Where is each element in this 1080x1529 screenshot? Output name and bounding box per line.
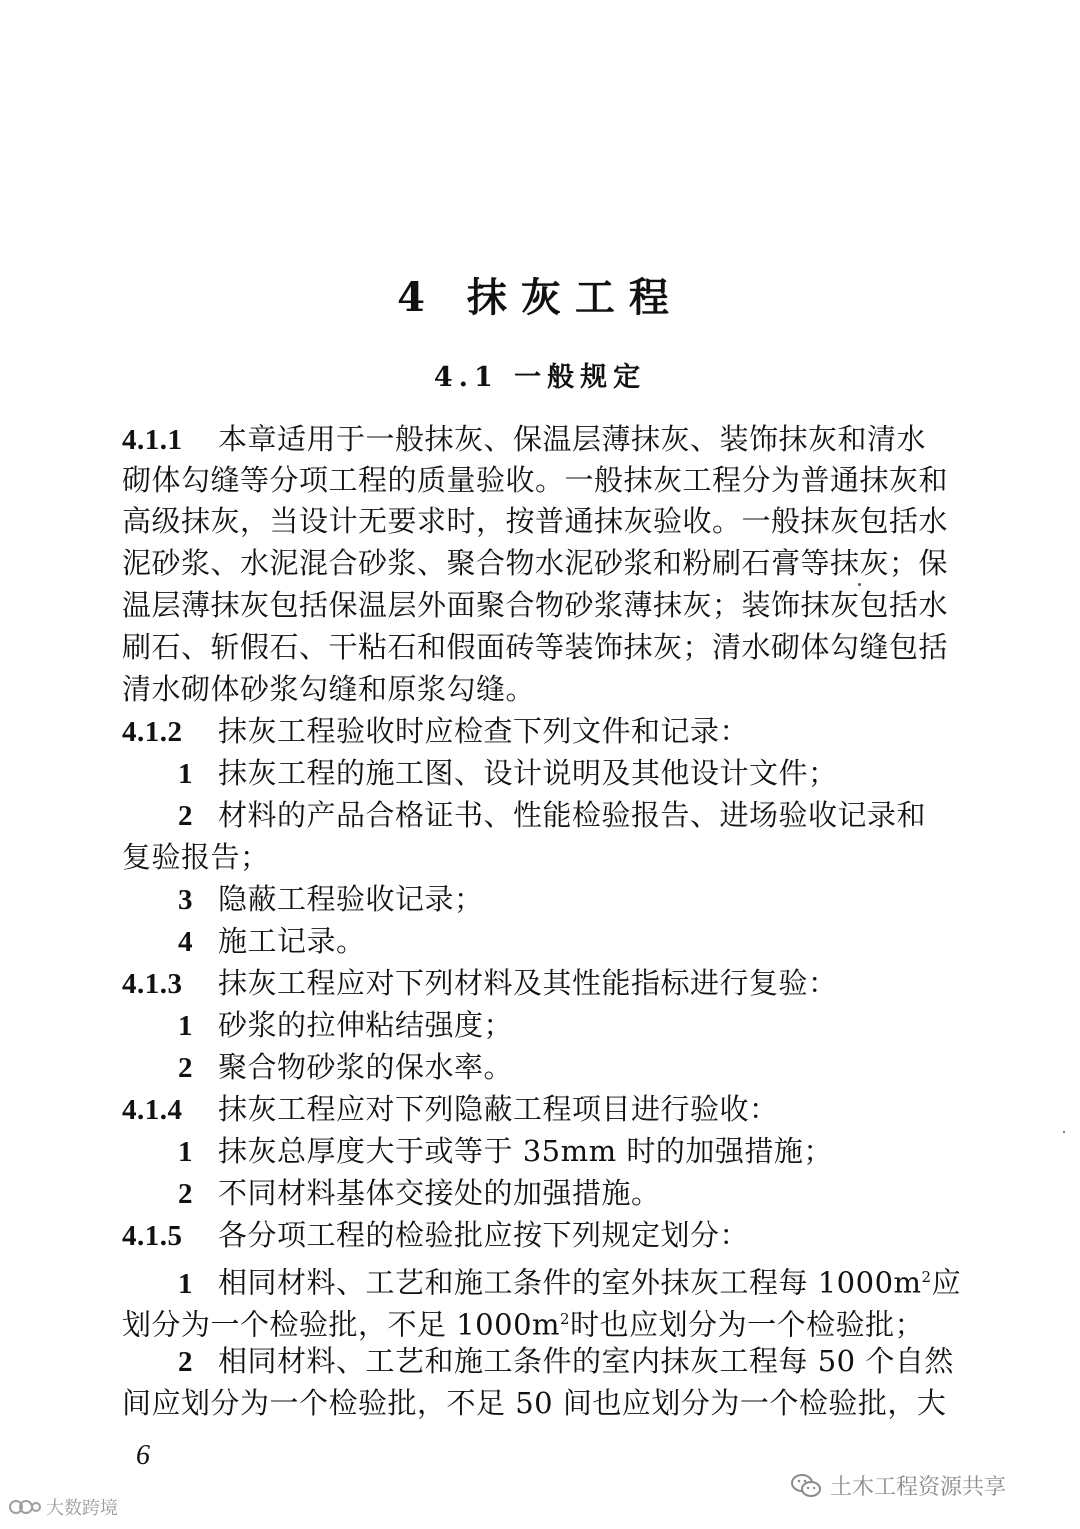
clause-number: 4.1.3 (122, 968, 183, 1000)
wechat-icon (790, 1472, 822, 1500)
list-item-continuation: 复验报告； (122, 840, 270, 874)
item-number: 4 (178, 926, 193, 958)
watermark-left-text: 大数跨境 (46, 1498, 118, 1519)
item-number: 1 (178, 1267, 193, 1300)
clause-4-1-3 (122, 962, 910, 1005)
clause-4-1-1-line: 温层薄抹灰包括保温层外面聚合物砂浆薄抹灰；装饰抹灰包括水 (122, 588, 949, 622)
item-number: 2 (178, 1346, 193, 1378)
item-number: 1 (178, 1010, 193, 1042)
clause-4-1-1-line (122, 418, 927, 461)
clause-4-1-1-line: 泥砂浆、水泥混合砂浆、聚合物水泥砂浆和粉刷石膏等抹灰；保 (122, 546, 949, 580)
watermark-right-text: 土木工程资源共享 (830, 1475, 1007, 1500)
item-text: 聚合物砂浆的保水率。 (218, 1050, 514, 1084)
list-item (178, 878, 910, 921)
clause-4-1-1-line: 砌体勾缝等分项工程的质量验收。一般抹灰工程分为普通抹灰和 (122, 463, 949, 497)
watermark-left (8, 1494, 118, 1520)
item-number: 1 (178, 1136, 193, 1168)
clause-number: 4.1.1 (122, 424, 183, 456)
item-text: 相同材料、工艺和施工条件的室外抹灰工程每 1000m (218, 1265, 922, 1300)
clause-4-1-2 (122, 710, 910, 753)
item-text: 时也应划分为一个检验批； (570, 1307, 925, 1342)
clause-4-1-5 (122, 1214, 910, 1257)
item-text: 材料的产品合格证书、性能检验报告、进场验收记录和 (218, 798, 927, 832)
item-text: 相同材料、工艺和施工条件的室内抹灰工程每 50 个自然 (218, 1344, 954, 1378)
clause-number: 4.1.2 (122, 716, 183, 748)
item-text: 不同材料基体交接处的加强措施。 (218, 1176, 661, 1210)
superscript: 2 (921, 1268, 932, 1286)
item-number: 1 (178, 758, 193, 790)
page-number: 6 (136, 1440, 150, 1471)
list-item (178, 1256, 962, 1300)
item-text: 划分为一个检验批，不足 1000m (122, 1307, 561, 1342)
item-text: 砂浆的拉伸粘结强度； (218, 1008, 514, 1042)
scan-speck (1063, 1131, 1065, 1133)
clause-text: 抹灰工程验收时应检查下列文件和记录： (218, 714, 750, 748)
list-item (178, 752, 910, 795)
clause-number: 4.1.4 (122, 1094, 183, 1126)
scan-speck (858, 583, 861, 586)
clause-text: 抹灰工程应对下列材料及其性能指标进行复验： (218, 966, 838, 1000)
list-item (178, 920, 910, 963)
list-item-continuation: 间应划分为一个检验批，不足 50 间也应划分为一个检验批，大 (122, 1386, 947, 1420)
item-number: 2 (178, 1178, 193, 1210)
clause-4-1-4 (122, 1088, 910, 1131)
list-item (178, 1172, 910, 1215)
chapter-title: 4 抹灰工程 (397, 274, 683, 321)
item-number: 3 (178, 884, 193, 916)
list-item (178, 1004, 910, 1047)
list-item (178, 1046, 910, 1089)
item-number: 2 (178, 1052, 193, 1084)
superscript: 2 (560, 1310, 571, 1328)
clause-4-1-1-line: 高级抹灰，当设计无要求时，按普通抹灰验收。一般抹灰包括水 (122, 504, 949, 538)
list-item (178, 1340, 954, 1383)
list-item (178, 1130, 910, 1173)
clause-4-1-1-line: 清水砌体砂浆勾缝和原浆勾缝。 (122, 672, 536, 706)
clause-text: 本章适用于一般抹灰、保温层薄抹灰、装饰抹灰和清水 (218, 422, 927, 456)
item-text: 抹灰总厚度大于或等于 35mm 时的加强措施； (218, 1134, 833, 1168)
item-number: 2 (178, 800, 193, 832)
watermark-right (790, 1470, 1006, 1501)
clause-text: 各分项工程的检验批应按下列规定划分： (218, 1218, 750, 1252)
list-item-continuation (122, 1298, 925, 1342)
item-text: 抹灰工程的施工图、设计说明及其他设计文件； (218, 756, 838, 790)
brand-logo-icon (8, 1497, 42, 1517)
clause-number: 4.1.5 (122, 1220, 183, 1252)
clause-text: 抹灰工程应对下列隐蔽工程项目进行验收： (218, 1092, 779, 1126)
list-item (178, 794, 927, 837)
item-text: 应 (931, 1265, 962, 1300)
section-title: 4.1 一般规定 (433, 362, 647, 393)
item-text: 隐蔽工程验收记录； (218, 882, 484, 916)
item-text: 施工记录。 (218, 924, 366, 958)
clause-4-1-1-line: 刷石、斩假石、干粘石和假面砖等装饰抹灰；清水砌体勾缝包括 (122, 630, 949, 664)
